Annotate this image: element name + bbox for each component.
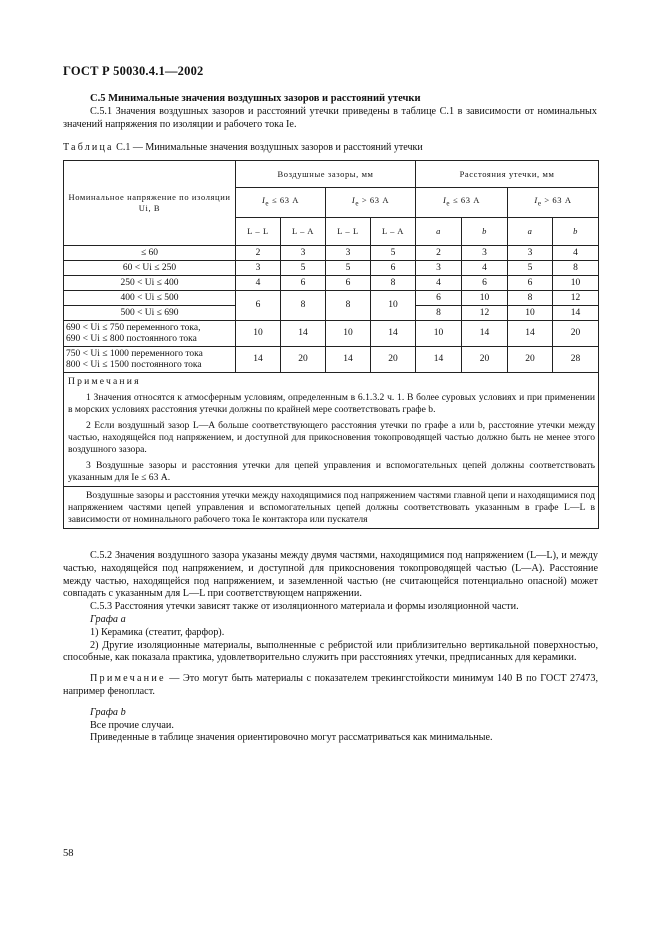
table-cell: 14 xyxy=(462,321,508,347)
table-cell: 6 xyxy=(236,291,281,321)
item-2: 2) Другие изоляционные материалы, выполненные с ребристой или приблизительно вертикальной поверхностью, способные, как показала практика, удовлетворительно служить при расстояниях утечки, предписанных для керамики. xyxy=(63,639,598,664)
table-cell: 6 xyxy=(508,276,553,291)
table-cell: 3 xyxy=(508,246,553,261)
table-cell: 8 xyxy=(416,306,462,321)
table-notes xyxy=(64,373,599,487)
paragraph-c53: С.5.3 Расстояния утечки зависят также от изоляционного материала и формы изоляционной части. xyxy=(90,601,519,613)
table-cell: 6 xyxy=(462,276,508,291)
body-text xyxy=(63,550,598,745)
table-cell: 5 xyxy=(281,261,326,276)
group-header-clearances: Воздушные зазоры, мм xyxy=(236,161,416,188)
table-cell: 4 xyxy=(553,246,599,261)
current-header: $I_e > 63$ А xyxy=(508,188,599,218)
row-label: 250 < Ui ≤ 400 xyxy=(64,276,236,291)
table-cell: 14 xyxy=(508,321,553,347)
table-cell: 8 xyxy=(326,291,371,321)
item-1: 1) Керамика (стеатит, фарфор). xyxy=(90,626,225,638)
final-paragraph: Приведенные в таблице значения ориентировочно могут рассматриваться как минимальные. xyxy=(90,732,493,744)
sub-header: L – A xyxy=(371,218,416,246)
table-cell: 14 xyxy=(553,306,599,321)
table-cell: 3 xyxy=(462,246,508,261)
table-cell: 5 xyxy=(508,261,553,276)
table-cell: 6 xyxy=(281,276,326,291)
sub-header: L – A xyxy=(281,218,326,246)
row-label: 400 < Ui ≤ 500 xyxy=(64,291,236,306)
row-label: 750 < Ui ≤ 1000 переменного тока 800 < Ui ≤ 1500 постоянного тока xyxy=(64,347,236,373)
grafa-a-heading: Графа a xyxy=(90,613,126,625)
sub-header: L – L xyxy=(326,218,371,246)
table-cell: 14 xyxy=(326,347,371,373)
row-label: ≤ 60 xyxy=(64,246,236,261)
note-1: 1 Значения относятся к атмосферным условиям, определенным в 6.1.3.2 ч. 1. В более суровых условиях и при применении в морских условиях расстояния утечки должны по крайней мере соответствовать графе b. xyxy=(68,392,595,415)
sub-header: b xyxy=(462,218,508,246)
table-cell: 6 xyxy=(416,291,462,306)
current-header: $I_e \le 63$ А xyxy=(236,188,326,218)
table-cell: 8 xyxy=(553,261,599,276)
row-label: 690 < Ui ≤ 750 переменного тока, 690 < Ui ≤ 800 постоянного тока xyxy=(64,321,236,347)
note-3: 3 Воздушные зазоры и расстояния утечки для цепей управления и вспомогательных цепей должны соответствовать указанным для Ie ≤ 63 А. xyxy=(68,460,595,483)
notes-title: Примечания xyxy=(68,376,141,387)
current-header: $I_e > 63$ А xyxy=(326,188,416,218)
table-cell: 10 xyxy=(416,321,462,347)
paragraph-c51: С.5.1 Значения воздушных зазоров и расстояний утечки приведены в таблице С.1 в зависимости от номинальных значений напряжения по изоляции и рабочего тока Ie. xyxy=(63,106,597,130)
table-cell: 10 xyxy=(553,276,599,291)
paragraph-c52: С.5.2 Значения воздушного зазора указаны между двумя частями, находящимися под напряжением (L—L), и между частью, находящейся под напряжением, и доступной для прикосновения токопроводящей частью (L—A). Расстояние между частью, находящейся под напряжением, и заземленной частью (не считающейся потенциально опасной) может совпадать с указанным для L—L при соответствующем напряжении. xyxy=(63,550,598,600)
table-cell: 6 xyxy=(371,261,416,276)
sub-header: b xyxy=(553,218,599,246)
table-cell: 2 xyxy=(416,246,462,261)
section-title: С.5 Минимальные значения воздушных зазоров и расстояний утечки xyxy=(90,93,421,104)
table-cell: 8 xyxy=(508,291,553,306)
table-cell: 3 xyxy=(416,261,462,276)
table-cell: 4 xyxy=(462,261,508,276)
material-note xyxy=(63,673,598,699)
table-cell: 5 xyxy=(326,261,371,276)
table-cell: 2 xyxy=(236,246,281,261)
other-cases: Все прочие случаи. xyxy=(90,719,174,731)
page-number: 58 xyxy=(63,848,74,859)
col-header-voltage: Номинальное напряжение по изоляции Ui, В xyxy=(64,161,236,246)
table-cell: 20 xyxy=(508,347,553,373)
table-cell: 20 xyxy=(462,347,508,373)
table-cell: 8 xyxy=(371,276,416,291)
sub-header: a xyxy=(508,218,553,246)
row-label: 60 < Ui ≤ 250 xyxy=(64,261,236,276)
table-cell: 3 xyxy=(281,246,326,261)
table-cell: 28 xyxy=(553,347,599,373)
table-cell: 3 xyxy=(326,246,371,261)
table-cell: 20 xyxy=(371,347,416,373)
table-cell: 14 xyxy=(371,321,416,347)
grafa-b-heading: Графа b xyxy=(90,706,126,718)
table-cell: 14 xyxy=(236,347,281,373)
note-2: 2 Если воздушный зазор L—A больше соответствующего расстояния утечки по графе a или b, расстояние утечки между частью, находящейся под напряжением, и доступной для прикосновения токопроводящей частью должно быть не менее этого воздушного зазора. xyxy=(68,420,595,455)
table-cell: 6 xyxy=(326,276,371,291)
table-footer-note: Воздушные зазоры и расстояния утечки между находящимися под напряжением частями главной цепи и находящимися под напряжением частями цепей управления и вспомогательных цепей должны соответствовать указанным в графе L—L в зависимости от номинального рабочего тока Ie контактора или пускателя xyxy=(64,487,599,529)
table-cell: 20 xyxy=(553,321,599,347)
sub-header: a xyxy=(416,218,462,246)
table-cell: 14 xyxy=(416,347,462,373)
table-cell: 12 xyxy=(553,291,599,306)
table-cell: 14 xyxy=(281,321,326,347)
table-cell: 10 xyxy=(326,321,371,347)
table-cell: 20 xyxy=(281,347,326,373)
table-cell: 8 xyxy=(281,291,326,321)
table-cell: 10 xyxy=(236,321,281,347)
row-label: 500 < Ui ≤ 690 xyxy=(64,306,236,321)
caption-text: С.1 — Минимальные значения воздушных зазоров и расстояний утечки xyxy=(116,142,423,153)
table-caption xyxy=(63,142,423,153)
table-cell: 10 xyxy=(508,306,553,321)
note-label: Примечание xyxy=(90,673,166,685)
table-cell: 3 xyxy=(236,261,281,276)
note-text: — Это могут быть материалы с показателем трекингстойкости минимум 140 В по ГОСТ 27473, например фенопласт. xyxy=(63,673,598,697)
table-cell: 12 xyxy=(462,306,508,321)
group-header-creepage: Расстояния утечки, мм xyxy=(416,161,599,188)
document-header: ГОСТ Р 50030.4.1—2002 xyxy=(63,64,204,78)
caption-label: Таблица xyxy=(63,142,114,153)
table-cell: 5 xyxy=(371,246,416,261)
table-cell: 4 xyxy=(236,276,281,291)
current-header: $I_e \le 63$ А xyxy=(416,188,508,218)
table-cell: 4 xyxy=(416,276,462,291)
table-cell: 10 xyxy=(462,291,508,306)
table-c1 xyxy=(63,160,599,529)
sub-header: L – L xyxy=(236,218,281,246)
table-cell: 10 xyxy=(371,291,416,321)
